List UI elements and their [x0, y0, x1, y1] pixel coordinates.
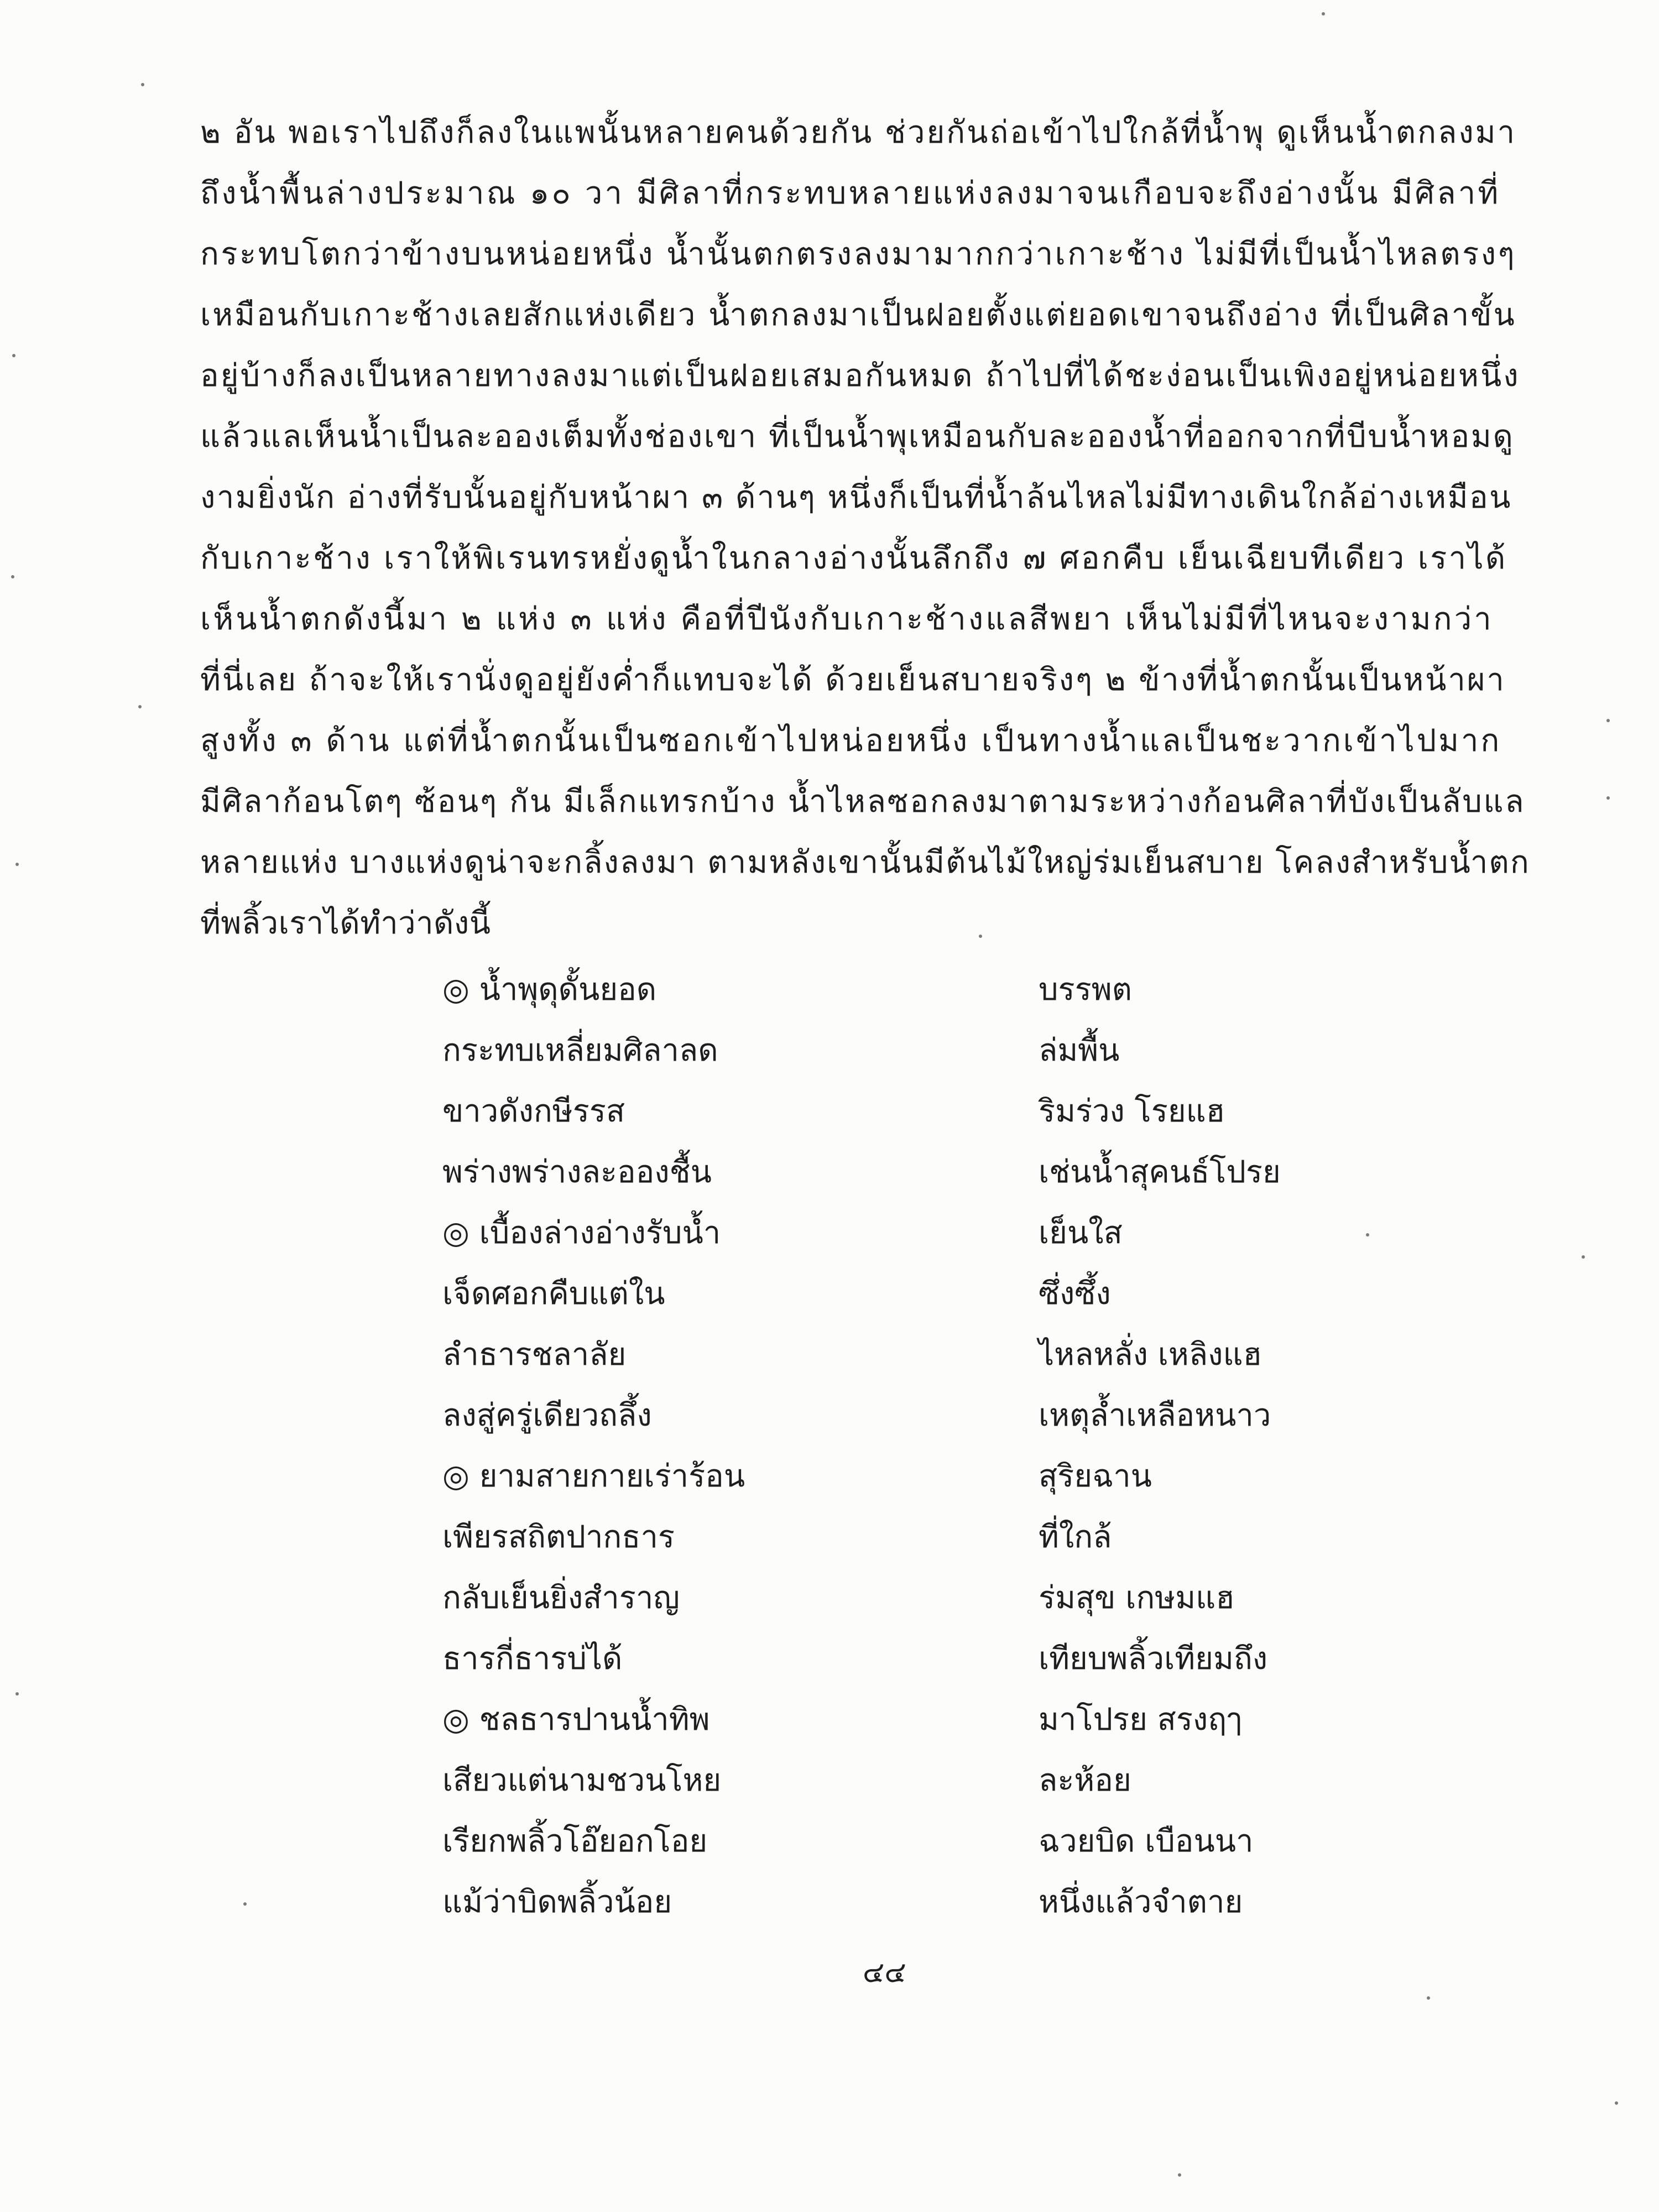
scan-speck [15, 863, 19, 866]
verse-row [0, 1811, 1659, 1872]
verse-first-half: เรียกพลิ้วโอ๊ยอกโอย [442, 1823, 708, 1859]
poem-verse-block [0, 959, 1659, 1933]
prose-paragraph [200, 102, 1550, 954]
verse-row [0, 1264, 1659, 1324]
verse-second-half: สุริยฉาน [1039, 1458, 1152, 1494]
verse-first-half: ลำธารชลาลัย [442, 1337, 627, 1373]
verse-first-half: เพียรสถิตปากธาร [442, 1519, 675, 1555]
prose-line: ๒ อัน พอเราไปถึงก็ลงในแพนั้นหลายคนด้วยกัน ช่วยกันถ่อเข้าไปใกล้ที่น้ำพุ ดูเห็นน้ำตกลงมา [200, 114, 1517, 150]
verse-second-half: เช่นน้ำสุคนธ์โปรย [1039, 1154, 1281, 1190]
verse-row [0, 1203, 1659, 1264]
prose-line: กระทบโตกว่าข้างบนหน่อยหนึ่ง น้ำนั้นตกตรงลงมามากกว่าเกาะช้าง ไม่มีที่เป็นน้ำไหลตรงๆ [200, 236, 1517, 272]
prose-line: ถึงน้ำพื้นล่างประมาณ ๑๐ วา มีศิลาที่กระทบหลายแห่งลงมาจนเกือบจะถึงอ่างนั้น มีศิลาที่ [200, 175, 1501, 211]
verse-row [0, 1507, 1659, 1568]
scan-speck [243, 1902, 247, 1906]
verse-first-half: ลงสู่ครู่เดียวถลึ้ง [442, 1397, 652, 1433]
page-number: ๔๔ [863, 1956, 906, 1989]
verse-second-half: ร่มสุข เกษมแฮ [1039, 1580, 1235, 1616]
verse-first-half: ขาวดังกษีรรส [442, 1093, 625, 1129]
prose-line: ที่นี่เลย ถ้าจะให้เรานั่งดูอยู่ยังค่ำก็แทบจะได้ ด้วยเย็นสบายจริงๆ ๒ ข้างที่น้ำตกนั้นเป็นหน้าผา [200, 662, 1506, 698]
verse-first-half: ◎ ยามสายกายเร่าร้อน [442, 1458, 745, 1494]
verse-second-half: บรรพต [1039, 972, 1132, 1008]
prose-line: กับเกาะช้าง เราให้พิเรนทรหยั่งดูน้ำในกลางอ่างนั้นลึกถึง ๗ ศอกคืบ เย็นเฉียบทีเดียว เราได้ [200, 540, 1507, 576]
scan-speck [1322, 12, 1325, 15]
verse-first-half: แม้ว่าบิดพลิ้วน้อย [442, 1884, 672, 1920]
verse-second-half: ที่ใกล้ [1039, 1519, 1112, 1555]
scan-speck [15, 1692, 19, 1695]
verse-row [0, 1750, 1659, 1811]
verse-row [0, 1385, 1659, 1446]
prose-line: หลายแห่ง บางแห่งดูน่าจะกลิ้งลงมา ตามหลังเขานั้นมีต้นไม้ใหญ่ร่มเย็นสบาย โคลงสำหรับน้ำตก [200, 844, 1530, 880]
prose-line: ที่พลิ้วเราได้ทำว่าดังนี้ [200, 905, 491, 941]
verse-second-half: เย็นใส [1039, 1215, 1123, 1251]
verse-first-half: พร่างพร่างละอองชื้น [442, 1154, 712, 1190]
verse-second-half: ล่มพื้น [1039, 1032, 1120, 1068]
scan-speck [1427, 1996, 1430, 2000]
verse-row [0, 1324, 1659, 1385]
prose-line: สูงทั้ง ๓ ด้าน แต่ที่น้ำตกนั้นเป็นซอกเข้าไปหน่อยหนึ่ง เป็นทางน้ำแลเป็นชะวากเข้าไปมาก [200, 723, 1502, 759]
verse-second-half: ไหลหลั่ง เหลิงแฮ [1039, 1337, 1262, 1373]
verse-row [0, 1020, 1659, 1081]
scan-speck [1582, 1255, 1585, 1259]
scan-speck [138, 705, 142, 708]
prose-line: อยู่บ้างก็ลงเป็นหลายทางลงมาแต่เป็นฝอยเสมอกันหมด ถ้าไปที่ได้ชะง่อนเป็นเพิงอยู่หน่อยหนึ่ง [200, 358, 1520, 394]
scan-speck [141, 83, 144, 86]
scan-speck [1606, 719, 1610, 722]
verse-second-half: ฉวยบิด เบือนนา [1039, 1823, 1254, 1859]
verse-first-half: ธารกี่ธารบ่ได้ [442, 1641, 623, 1677]
scan-speck [1366, 1233, 1369, 1237]
verse-first-half: กระทบเหลี่ยมศิลาลด [442, 1032, 718, 1068]
verse-row [0, 1872, 1659, 1933]
verse-second-half: เทียบพลิ้วเทียมถึง [1039, 1641, 1268, 1677]
scan-speck [1606, 796, 1610, 800]
verse-second-half: หนึ่งแล้วจำตาย [1039, 1884, 1243, 1920]
prose-line: เหมือนกับเกาะช้างเลยสักแห่งเดียว น้ำตกลงมาเป็นฝอยตั้งแต่ยอดเขาจนถึงอ่าง ที่เป็นศิลาขั้น [200, 297, 1516, 333]
verse-second-half: มาโปรย สรงฤๅ [1039, 1702, 1242, 1738]
scan-speck [12, 354, 15, 357]
verse-row [0, 1081, 1659, 1142]
verse-first-half: เสียวแต่นามชวนโหย [442, 1762, 722, 1798]
scan-speck [11, 575, 14, 578]
verse-row [0, 1689, 1659, 1750]
scan-speck [1178, 2173, 1181, 2177]
verse-second-half: ริมร่วง โรยแฮ [1039, 1093, 1225, 1129]
verse-row [0, 1446, 1659, 1507]
prose-line: แล้วแลเห็นน้ำเป็นละอองเต็มทั้งช่องเขา ที่เป็นน้ำพุเหมือนกับละอองน้ำที่ออกจากที่บีบน้ำหอมดู [200, 419, 1515, 455]
scan-speck [979, 935, 982, 938]
verse-second-half: ละห้อย [1039, 1762, 1131, 1798]
prose-line: มีศิลาก้อนโตๆ ซ้อนๆ กัน มีเล็กแทรกบ้าง น้ำไหลซอกลงมาตามระหว่างก้อนศิลาที่บังเป็นลับแล [200, 784, 1526, 820]
verse-row [0, 1568, 1659, 1629]
verse-first-half: ◎ น้ำพุดุดั้นยอด [442, 972, 657, 1008]
scan-speck [1615, 2101, 1618, 2105]
prose-line: เห็นน้ำตกดังนี้มา ๒ แห่ง ๓ แห่ง คือที่ปีนังกับเกาะช้างแลสีพยา เห็นไม่มีที่ไหนจะงามกว่า [200, 601, 1494, 637]
verse-row [0, 1142, 1659, 1203]
verse-second-half: ซึ่งซึ้ง [1039, 1276, 1111, 1312]
verse-first-half: ◎ เบื้องล่างอ่างรับน้ำ [442, 1215, 721, 1251]
prose-line: งามยิ่งนัก อ่างที่รับนั้นอยู่กับหน้าผา ๓ ด้านๆ หนึ่งก็เป็นที่น้ำล้นไหลไม่มีทางเดินใกล้อ่างเหมือน [200, 479, 1512, 515]
verse-first-half: ◎ ชลธารปานน้ำทิพ [442, 1702, 710, 1738]
verse-second-half: เหตุล้ำเหลือหนาว [1039, 1397, 1271, 1433]
verse-row [0, 959, 1659, 1020]
verse-first-half: เจ็ดศอกคืบแต่ใน [442, 1276, 665, 1312]
verse-row [0, 1629, 1659, 1689]
verse-first-half: กลับเย็นยิ่งสำราญ [442, 1580, 680, 1616]
